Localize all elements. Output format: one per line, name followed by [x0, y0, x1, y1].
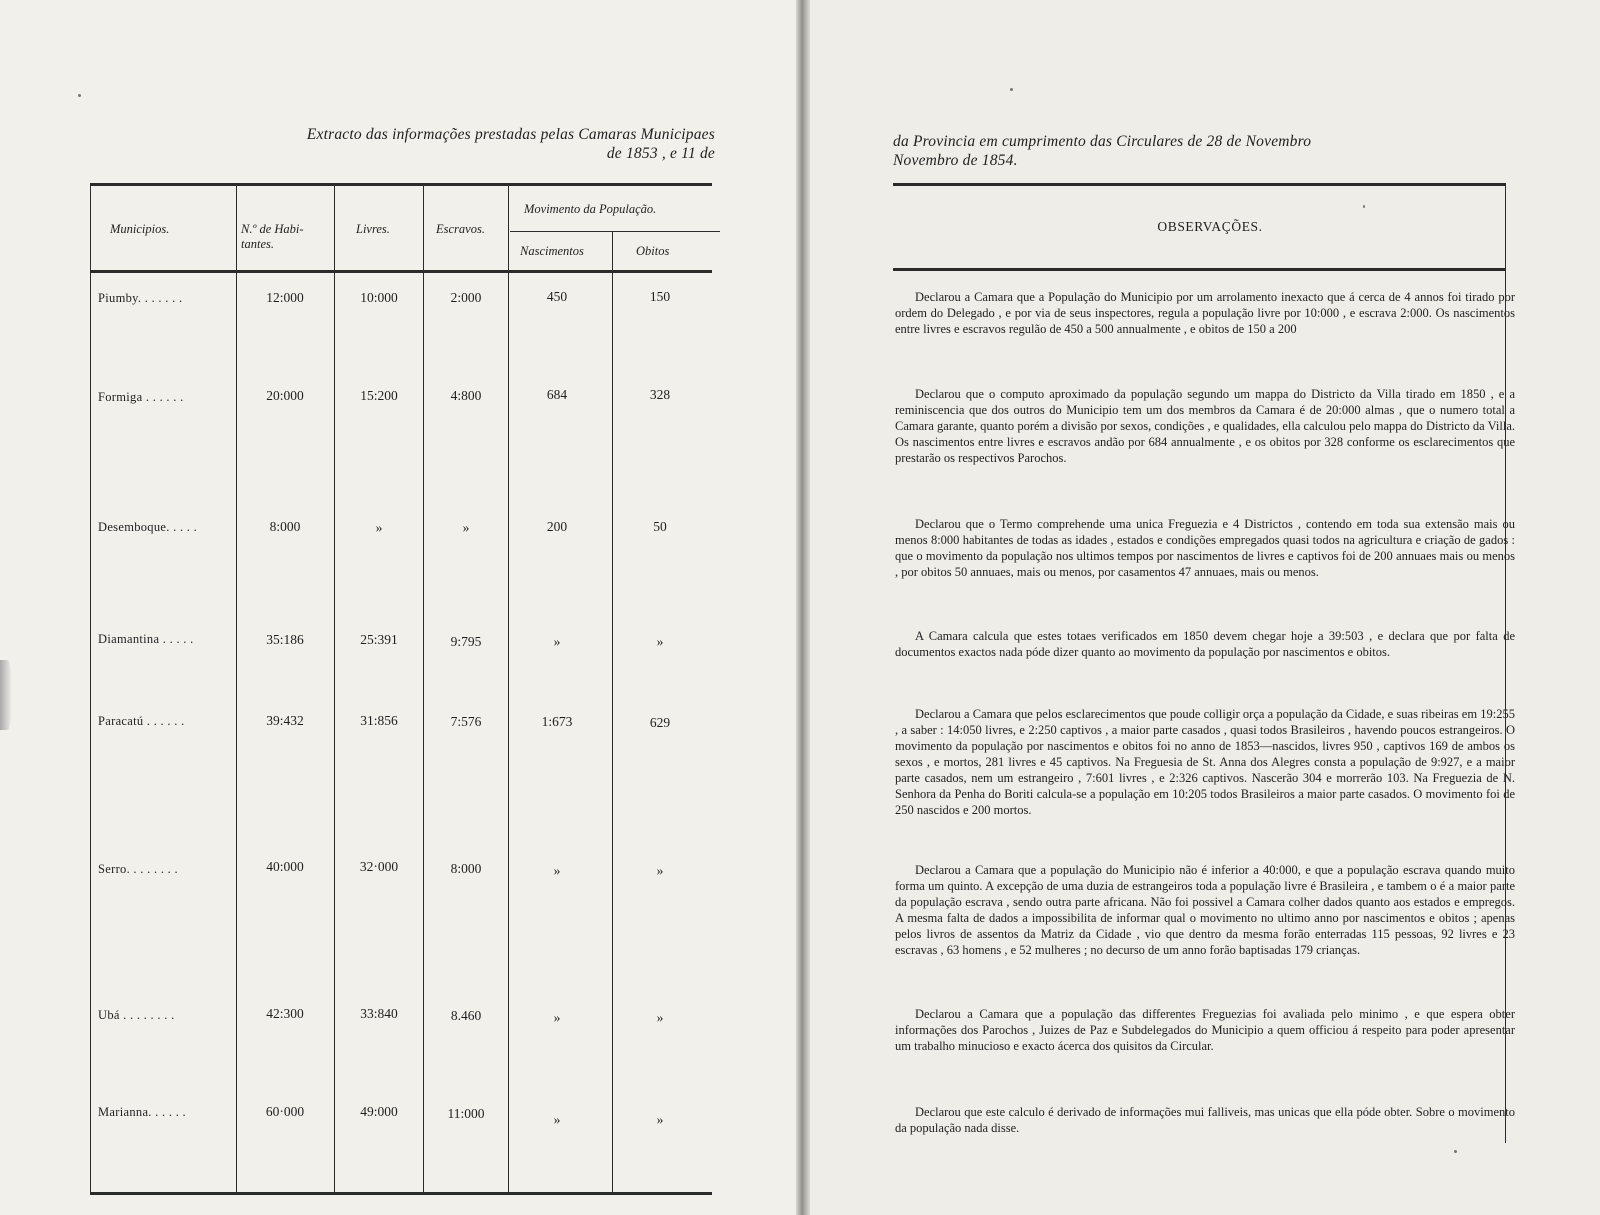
row-obitos: 629	[649, 715, 671, 730]
row-livres: 15:200	[360, 388, 398, 403]
row-nascimentos: »	[553, 1010, 561, 1025]
observacoes-title: OBSERVAÇÕES.	[1157, 219, 1263, 234]
row-nascimentos: 684	[546, 387, 568, 402]
row-obitos: »	[656, 634, 664, 649]
row-habitantes: 8:000	[269, 519, 301, 534]
col-divider-2	[334, 185, 335, 1193]
row-livres: 25:391	[360, 632, 398, 647]
obs-top-rule	[893, 183, 1505, 186]
row-nascimentos: 200	[546, 519, 568, 534]
left-heading	[200, 125, 715, 163]
table-left-border	[90, 183, 91, 1195]
header-livres: Livres.	[356, 222, 390, 236]
row-escravos: 11:000	[447, 1106, 485, 1121]
paper-speck	[1454, 1150, 1457, 1153]
row-habitantes: 42:300	[266, 1006, 304, 1021]
row-obitos: »	[656, 863, 664, 878]
table-top-rule	[90, 183, 712, 186]
observacao-paragraph: Declarou a Camara que a População do Municipio por um arrolamento inexacto que á cerca de 4 annos foi tirado por ordem do Delegado , e por via de seus inspectores, regula a população livre por 10:000 , e escrava 2:000. Os nascimentos entre livres e escravos regulão de 450 a 500 annualmente , e obitos de 150 a 200	[895, 290, 1515, 336]
row-municipio: Diamantina . . . . .	[98, 632, 194, 646]
col-divider-1	[236, 185, 237, 1193]
row-escravos: 7:576	[450, 714, 482, 729]
col-divider-5	[612, 232, 613, 1193]
book-gutter	[796, 0, 810, 1215]
row-municipio: Serro. . . . . . . .	[98, 862, 178, 876]
observacao-paragraph: Declarou que este calculo é derivado de informações mui falliveis, mas unicas que ella póde obter. Sobre o movimento da população nada disse.	[895, 1105, 1515, 1135]
row-habitantes: 35:186	[266, 632, 304, 647]
row-escravos: 8.460	[450, 1008, 482, 1023]
movimento-sub-rule	[510, 231, 720, 232]
header-nascimentos: Nascimentos	[520, 244, 584, 258]
row-habitantes: 20:000	[266, 388, 304, 403]
col-divider-4	[508, 185, 509, 1193]
row-nascimentos: »	[553, 1112, 561, 1127]
row-obitos: 50	[653, 519, 667, 534]
row-nascimentos: 450	[546, 289, 568, 304]
obs-header-rule	[893, 268, 1505, 271]
observacao-paragraph: A Camara calcula que estes totaes verificados em 1850 devem chegar hoje a 39:503 , e declara que por falta de documentos exactos nada póde dizer quanto ao movimento da população por nascimentos e obitos.	[895, 629, 1515, 659]
row-habitantes: 12:000	[266, 290, 304, 305]
observacao-paragraph: Declarou a Camara que a população do Municipio não é inferior a 40:000, e que a população escrava quando muito forma um quinto. A excepção de uma duzia de estrangeiros toda a população livre é Brasileira , e tambem o é a maior parte da população escrava , sendo outra parte africana. Não foi possivel a Camara colher dados quanto aos estados e empregos. A mesma falta de dados a impossibilita de informar qual o movimento no ultimo anno por nascimentos e obitos ; apenas pelos livros de assentos da Matriz da Cidade , vio que dentro da mesma forão enterradas 115 pessoas, 92 livres e 23 escravas , 63 homens , e 52 mulheres ; no decurso de um anno forão baptisadas 179 crianças.	[895, 863, 1515, 957]
row-obitos: 328	[649, 387, 671, 402]
row-escravos: 9:795	[450, 634, 482, 649]
left-heading-line1: Extracto das informações prestadas pelas Camaras Municipaes	[306, 126, 715, 143]
row-municipio: Formiga . . . . . .	[98, 390, 184, 404]
observacao-paragraph: Declarou a Camara que pelos esclarecimentos que poude colligir orça a população da Cidade, e suas ribeiras em 19:255 , a saber : 14:050 livres, e 2:250 captivos , a maior parte casados , quasi todos Brasileiros , havendo poucos estrangeiros. O movimento da população por nascimentos e obitos foi no anno de 1853—nascidos, livres 950 , captivos 169 de ambos os sexos , e mortos, 281 livres e 45 captivos. Na Freguesia de St. Anna dos Alegres consta a população de 9:927, e a maior parte casados, nem um estrangeiro , 7:601 livres , e 2:326 captivos. Nascerão 304 e morrerão 103. Na Freguezia de N. Senhora da Penha do Boriti calcula-se a população em 10:205 todos Brasileiros a maior parte casados. O movimento foi de 250 nascidos e 200 mortos.	[895, 707, 1515, 817]
row-municipio: Paracatú . . . . . .	[98, 714, 185, 728]
row-nascimentos: »	[553, 634, 561, 649]
paper-speck	[78, 94, 81, 97]
row-escravos: 2:000	[450, 290, 482, 305]
table-header-rule	[90, 270, 712, 273]
header-movimento: Movimento da População.	[524, 202, 657, 216]
row-municipio: Ubá . . . . . . . .	[98, 1008, 175, 1022]
table-bottom-rule	[90, 1192, 712, 1195]
right-heading	[893, 132, 1513, 170]
row-municipio: Marianna. . . . . .	[98, 1105, 186, 1119]
row-municipio: Desemboque. . . . .	[98, 520, 198, 534]
row-habitantes: 40:000	[266, 859, 304, 874]
col-divider-3	[423, 185, 424, 1193]
row-habitantes: 60·000	[265, 1104, 305, 1119]
row-nascimentos: 1:673	[541, 714, 573, 729]
row-livres: 31:856	[360, 713, 398, 728]
row-escravos: 4:800	[450, 388, 482, 403]
row-habitantes: 39:432	[266, 713, 304, 728]
row-livres: 33:840	[360, 1006, 398, 1021]
page-edge-smudge	[0, 660, 12, 730]
row-livres: »	[375, 520, 383, 535]
paper-speck	[1010, 88, 1013, 91]
observacao-paragraph: Declarou que o computo aproximado da população segundo um mappa do Districto da Villa tirado em 1850 , e a reminiscencia que dos outros do Municipio tem um dos membros da Camara é de 20:000 almas , que o numero total a Camara garante, quanto porém a divisão por sexos, condições , e qualidades, ella calculou pelo mappa do Districto da Villa. Os nascimentos entre livres e escravos andão por 684 annualmente , e os obitos por 328 conforme os esclarecimentos que prestarão os respectivos Parochos.	[895, 387, 1515, 465]
row-livres: 10:000	[360, 290, 398, 305]
header-obitos: Obitos	[636, 244, 670, 258]
row-livres: 32·000	[359, 859, 399, 874]
row-livres: 49:000	[360, 1104, 398, 1119]
row-escravos: »	[462, 520, 470, 535]
right-heading-line2: Novembro de 1854.	[893, 152, 1018, 169]
row-escravos: 8:000	[450, 861, 482, 876]
paper-speck	[1363, 205, 1365, 208]
header-habitantes: N.º de Habi-tantes.	[241, 222, 304, 251]
row-obitos: »	[656, 1112, 664, 1127]
right-heading-line1: da Provincia em cumprimento das Circulares de 28 de Novembro	[893, 133, 1312, 150]
row-obitos: 150	[649, 289, 671, 304]
header-municipios: Municipios.	[110, 222, 170, 236]
row-municipio: Piumby. . . . . . .	[98, 291, 183, 305]
row-nascimentos: »	[553, 863, 561, 878]
header-escravos: Escravos.	[436, 222, 485, 236]
row-obitos: »	[656, 1010, 664, 1025]
left-heading-line2: de 1853 , e 11 de	[606, 145, 715, 162]
observacao-paragraph: Declarou a Camara que a população das differentes Freguezias foi avaliada pelo minimo , e que espera obter informações dos Parochos , Juizes de Paz e Subdelegados do Municipio a quem officiou á respeito para poder apresentar um trabalho minucioso e exacto ácerca dos quisitos da Circular.	[895, 1007, 1515, 1053]
observacao-paragraph: Declarou que o Termo comprehende uma unica Freguezia e 4 Districtos , contendo em toda sua extensão mais ou menos 8:000 habitantes de todas as idades , estados e condições empregados quasi todos na agricultura e criação de gados : que o movimento da população nos ultimos tempos por nascimentos de livres e captivos foi de 200 annuaes mais ou menos , por obitos 50 annuaes, mais ou menos, por casamentos 47 annuaes, mais ou menos.	[895, 517, 1515, 579]
